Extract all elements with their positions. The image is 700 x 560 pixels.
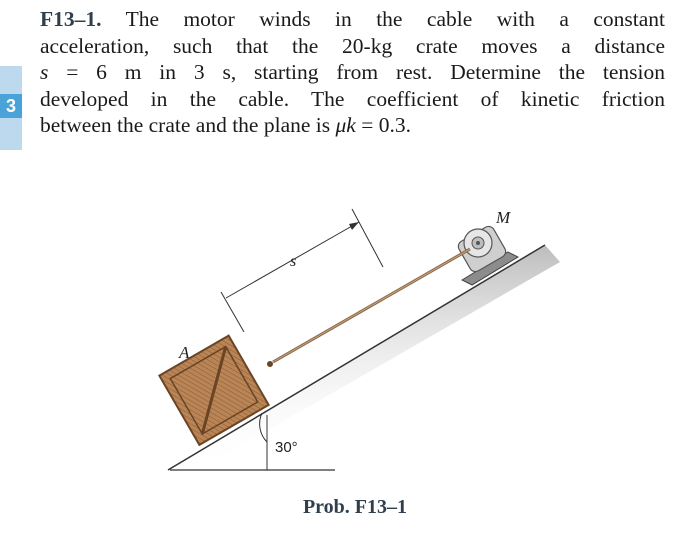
distance-label: s bbox=[290, 253, 297, 270]
cable-attachment bbox=[267, 361, 273, 367]
dimension-extension-right bbox=[352, 209, 383, 267]
distance-var: s bbox=[40, 60, 49, 84]
problem-id: F13–1. bbox=[40, 7, 102, 31]
problem-text-5: between the crate and the plane is bbox=[40, 113, 336, 137]
problem-line-4: developed in the cable. The coefficient of kinetic friction bbox=[40, 86, 665, 111]
problem-text-5b: = 0.3. bbox=[355, 113, 411, 137]
chapter-number: 3 bbox=[0, 94, 22, 118]
dimension-arrow-right bbox=[349, 222, 359, 230]
crate-label: A bbox=[179, 343, 190, 362]
friction-coefficient-symbol: μk bbox=[335, 113, 356, 137]
dimension-extension-left bbox=[221, 292, 244, 332]
problem-line-2: acceleration, such that the 20-kg crate moves a distance bbox=[40, 33, 665, 58]
motor-label: M bbox=[496, 208, 511, 227]
problem-text-3: = 6 m in 3 s, starting from rest. Determine the tension bbox=[48, 60, 665, 84]
problem-text-1: The motor winds in the cable with a constant bbox=[125, 7, 665, 31]
angle-label: 30° bbox=[275, 439, 298, 456]
figure-caption: Prob. F13–1 bbox=[302, 496, 408, 518]
